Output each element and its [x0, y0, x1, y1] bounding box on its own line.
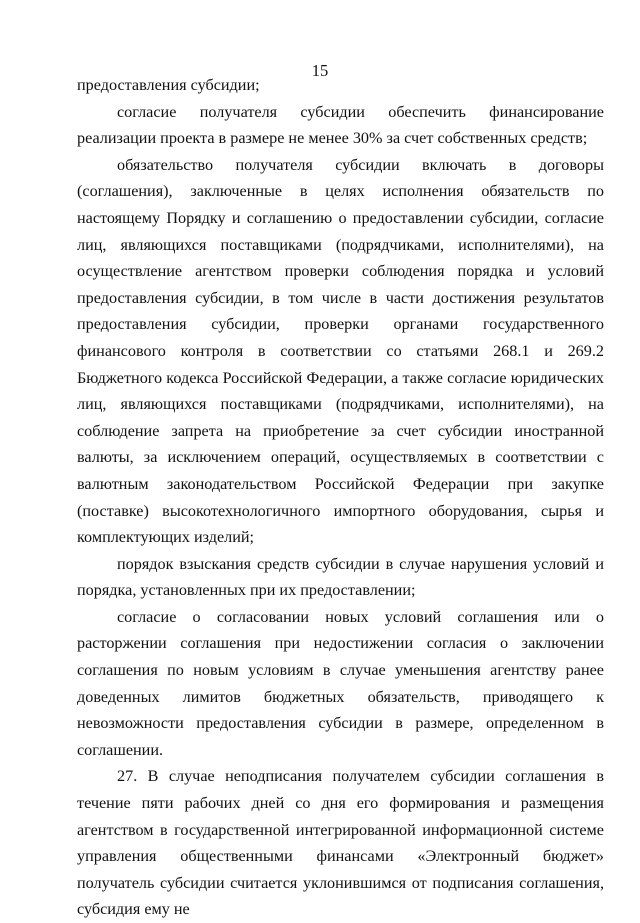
document-body: [77, 72, 604, 923]
paragraph-new-terms-consent: согласие о согласовании новых условий соглашения или о расторжении соглашения при недостижении согласия о заключении соглашения по новым условиям в случае уменьшения агентству ранее доведенных лимитов бюджетных обязательств, приводящего к невозможности предоставления субсидии в размере, определенном в соглашении.: [77, 607, 604, 759]
paragraph-continuation: предоставления субсидии;: [77, 76, 260, 94]
paragraph-recovery-procedure: порядок взыскания средств субсидии в случае нарушения условий и порядка, установленных при их предоставлении;: [77, 554, 604, 600]
paragraph-cofinancing-consent: согласие получателя субсидии обеспечить финансирование реализации проекта в размере не менее 30% за счет собственных средств;: [77, 102, 604, 148]
paragraph-item-27: 27. В случае неподписания получателем субсидии соглашения в течение пяти рабочих дней со дня его формирования и размещения агентством в государственной интегрированной информационной системе управления общественными финансами «Электронный бюджет» получатель субсидии считается уклонившимся от подписания соглашения, субсидия ему не: [77, 767, 604, 919]
paragraph-contract-obligation: обязательство получателя субсидии включать в договоры (соглашения), заключенные в целях исполнения обязательств по настоящему Порядку и соглашению о предоставлении субсидии, согласие лиц, являющихся поставщиками (подрядчиками, исполнителями), на осуществление агентством проверки соблюдения порядка и условий предоставления субсидии, в том числе в части достижения результатов предоставления субсидии, проверки органами государственного финансового контроля в соответствии со статьями 268.1 и 269.2 Бюджетного кодекса Российской Федерации, а также согласие юридических лиц, являющихся поставщиками (подрядчиками, исполнителями), на соблюдение запрета на приобретение за счет субсидии иностранной валюты, за исключением операций, осуществляемых в соответствии с валютным законодательством Российской Федерации при закупке (поставке) высокотехнологичного импортного оборудования, сырья и комплектующих изделий;: [77, 155, 604, 547]
page-number: 15: [311, 61, 329, 80]
